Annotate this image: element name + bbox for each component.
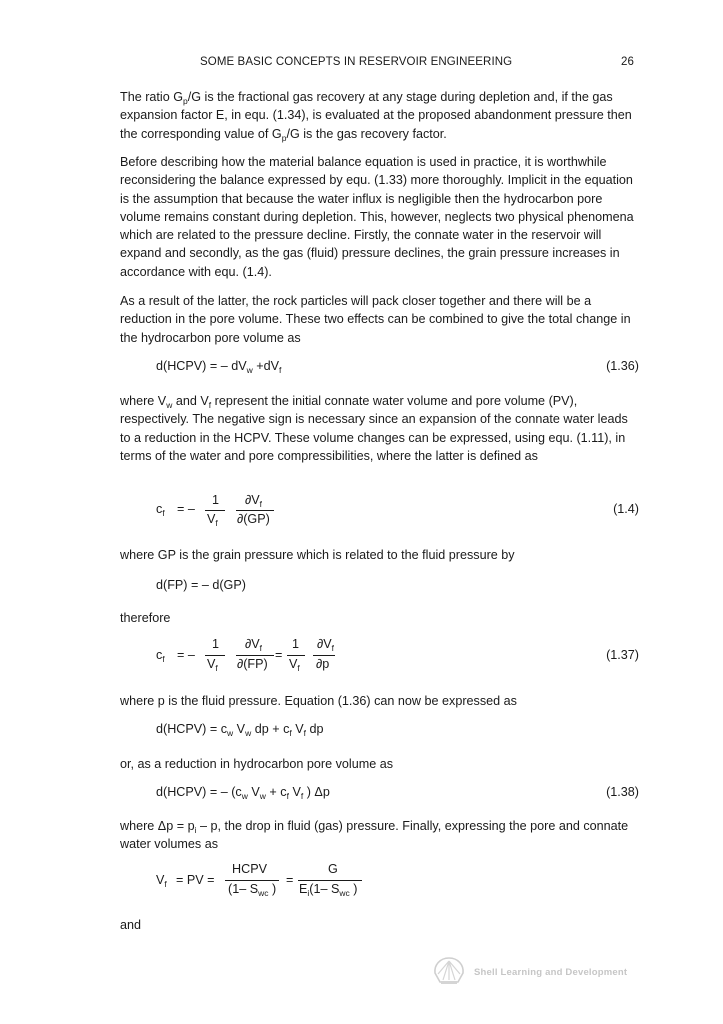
paragraph-material-balance: Before describing how the material balance equation is used in practice, it is worthwhile reconsidering the balance expressed by equ. (1.33) more thoroughly. Implicit in the equation is the assumption that because the water influx is negligible then the hydrocarbon pore volume remains constant during depletion. This, however, neglects two physical phenomena which are related to the pressure decline. Firstly, the connate water in the reservoir will expand and secondly, as the gas (fluid) pressure declines, the grain pressure increases in accordance with equ. (1.4). — [120, 155, 634, 279]
equals-minus: = – — [177, 502, 195, 516]
text-run: V — [207, 512, 216, 526]
fraction-bar — [225, 880, 279, 881]
fraction-bar — [205, 510, 225, 511]
paragraph-grain-pressure: where GP is the grain pressure which is related to the fluid pressure by — [120, 548, 515, 562]
fraction-bar — [298, 880, 362, 881]
text-run: (1– S — [228, 882, 259, 896]
subscript: f — [297, 663, 300, 673]
subscript: f — [289, 728, 292, 738]
text-run: /G is the fractional gas recovery at any stage during depletion and, if the gas expansion factor E, in equ. (1.34), is evaluated at the proposed abandonment pressure then the corresponding value of G — [120, 90, 632, 141]
text-run: The ratio G — [120, 90, 183, 104]
equals-sign: = — [275, 648, 283, 662]
subscript: f — [300, 791, 304, 801]
text-run: +dV — [252, 359, 280, 373]
equation-number: (1.38) — [606, 785, 639, 799]
subscript: f — [162, 654, 165, 664]
equation-number: (1.37) — [606, 648, 639, 662]
text-run: (1– S — [309, 882, 340, 896]
paragraph-rock-particles: As a result of the latter, the rock particles will pack closer together and there will be a reduction in the pore volume. These two effects can be combined to give the total change in the hydrocarbon pore volume as — [120, 294, 631, 345]
footer-brand-text: Shell Learning and Development — [474, 967, 628, 978]
denominator: ∂(GP) — [237, 512, 270, 526]
fraction-bar — [236, 510, 274, 511]
fraction-bar — [205, 655, 225, 656]
equation-number: (1.4) — [613, 502, 639, 516]
text-run: V — [291, 722, 304, 736]
subscript: wc — [339, 888, 350, 898]
subscript: w — [246, 365, 253, 375]
text-run: /G is the gas recovery factor. — [286, 126, 447, 141]
denominator — [207, 512, 218, 526]
text-run: V — [288, 785, 301, 799]
numerator: 1 — [292, 637, 300, 651]
subscript: i — [194, 825, 197, 835]
equals-sign: = — [286, 873, 294, 887]
fraction-bar — [236, 655, 274, 656]
subscript: f — [215, 663, 218, 673]
subscript: f — [331, 643, 334, 653]
pv-equals: = PV = — [176, 873, 215, 887]
paragraph-reduction: or, as a reduction in hydrocarbon pore volume as — [120, 757, 394, 771]
text-run: V — [233, 722, 246, 736]
equals-minus: = – — [177, 648, 195, 662]
subscript: i — [307, 888, 310, 898]
subscript: w — [241, 791, 248, 801]
text-run: ∂V — [245, 637, 260, 651]
paragraph-connate-water — [120, 392, 640, 465]
subscript: w — [259, 791, 266, 801]
text-run: V — [247, 785, 260, 799]
text-run: c — [156, 502, 163, 516]
fraction-bar — [287, 655, 305, 656]
text-run: E — [299, 882, 308, 896]
text-run: V — [156, 873, 165, 887]
text-run: ∂V — [245, 493, 260, 507]
subscript: f — [303, 728, 307, 738]
subscript: f — [279, 365, 282, 375]
text-run: dp — [306, 722, 324, 736]
equation-lhs — [156, 502, 165, 516]
equation-1-36 — [156, 359, 281, 373]
subscript: f — [208, 400, 212, 410]
text-run: c — [156, 648, 163, 662]
equation-lhs — [156, 873, 167, 887]
numerator: HCPV — [232, 862, 267, 876]
text-run: ) — [349, 882, 358, 896]
text-run: d(HCPV) = – dV — [156, 359, 247, 373]
text-run: and V — [172, 394, 209, 408]
subscript: f — [286, 791, 289, 801]
subscript: p — [281, 132, 287, 143]
equation-number: (1.36) — [606, 359, 639, 373]
subscript: f — [259, 499, 262, 509]
subscript: p — [183, 96, 188, 106]
shell-pecten-icon — [432, 956, 466, 986]
paragraph-pressure-drop — [120, 817, 640, 854]
text-run: d(HCPV) = c — [156, 722, 228, 736]
subscript: f — [164, 879, 167, 889]
equation-lhs — [156, 648, 165, 662]
denominator: ∂p — [316, 657, 330, 671]
numerator — [245, 637, 262, 651]
subscript: f — [259, 643, 262, 653]
denominator — [299, 882, 358, 896]
text-run: d(HCPV) = – (c — [156, 785, 242, 799]
numerator — [317, 637, 334, 651]
denominator — [228, 882, 276, 896]
text-run: V — [289, 657, 298, 671]
text-run: ) — [268, 882, 277, 896]
subscript: w — [227, 728, 234, 738]
text-run: – p, the drop in fluid (gas) pressure. Finally, expressing the pore and connate water volumes as — [120, 819, 629, 852]
subscript: wc — [258, 888, 269, 898]
text-run: dp + c — [251, 722, 290, 736]
running-header: SOME BASIC CONCEPTS IN RESERVOIR ENGINEERING — [200, 56, 513, 68]
subscript: w — [245, 728, 252, 738]
denominator — [207, 657, 218, 671]
subscript: w — [166, 400, 173, 410]
text-run: where Δp = p — [120, 819, 195, 833]
text-run: ) Δp — [303, 785, 330, 799]
fraction-bar — [313, 655, 335, 656]
text-run: ∂V — [317, 637, 332, 651]
numerator: 1 — [212, 493, 220, 507]
paragraph-therefore: therefore — [120, 611, 171, 625]
equation-fp-gp: d(FP) = – d(GP) — [156, 578, 246, 592]
paragraph-fluid-pressure: where p is the fluid pressure. Equation (1.36) can now be expressed as — [120, 694, 517, 708]
paragraph-gas-recovery — [120, 88, 640, 143]
page-number: 26 — [621, 56, 634, 68]
text-run: + c — [265, 785, 287, 799]
numerator: G — [328, 862, 338, 876]
equation-hcpv-change — [156, 722, 324, 736]
text-run: where V — [120, 394, 167, 408]
paragraph-and: and — [120, 918, 142, 932]
subscript: f — [162, 508, 165, 518]
text-run: represent the initial connate water volume and pore volume (PV), respectively. The negative sign is necessary since an expansion of the connate water leads to a reduction in the HCPV. These volume changes can be expressed, using equ. (1.11), in terms of the water and pore compressibilities, where the latter is defined as — [120, 394, 628, 463]
numerator — [245, 493, 262, 507]
denominator: ∂(FP) — [237, 657, 268, 671]
text-run: V — [207, 657, 216, 671]
denominator — [289, 657, 300, 671]
subscript: f — [215, 518, 218, 528]
equation-1-38 — [156, 785, 330, 799]
numerator: 1 — [212, 637, 220, 651]
